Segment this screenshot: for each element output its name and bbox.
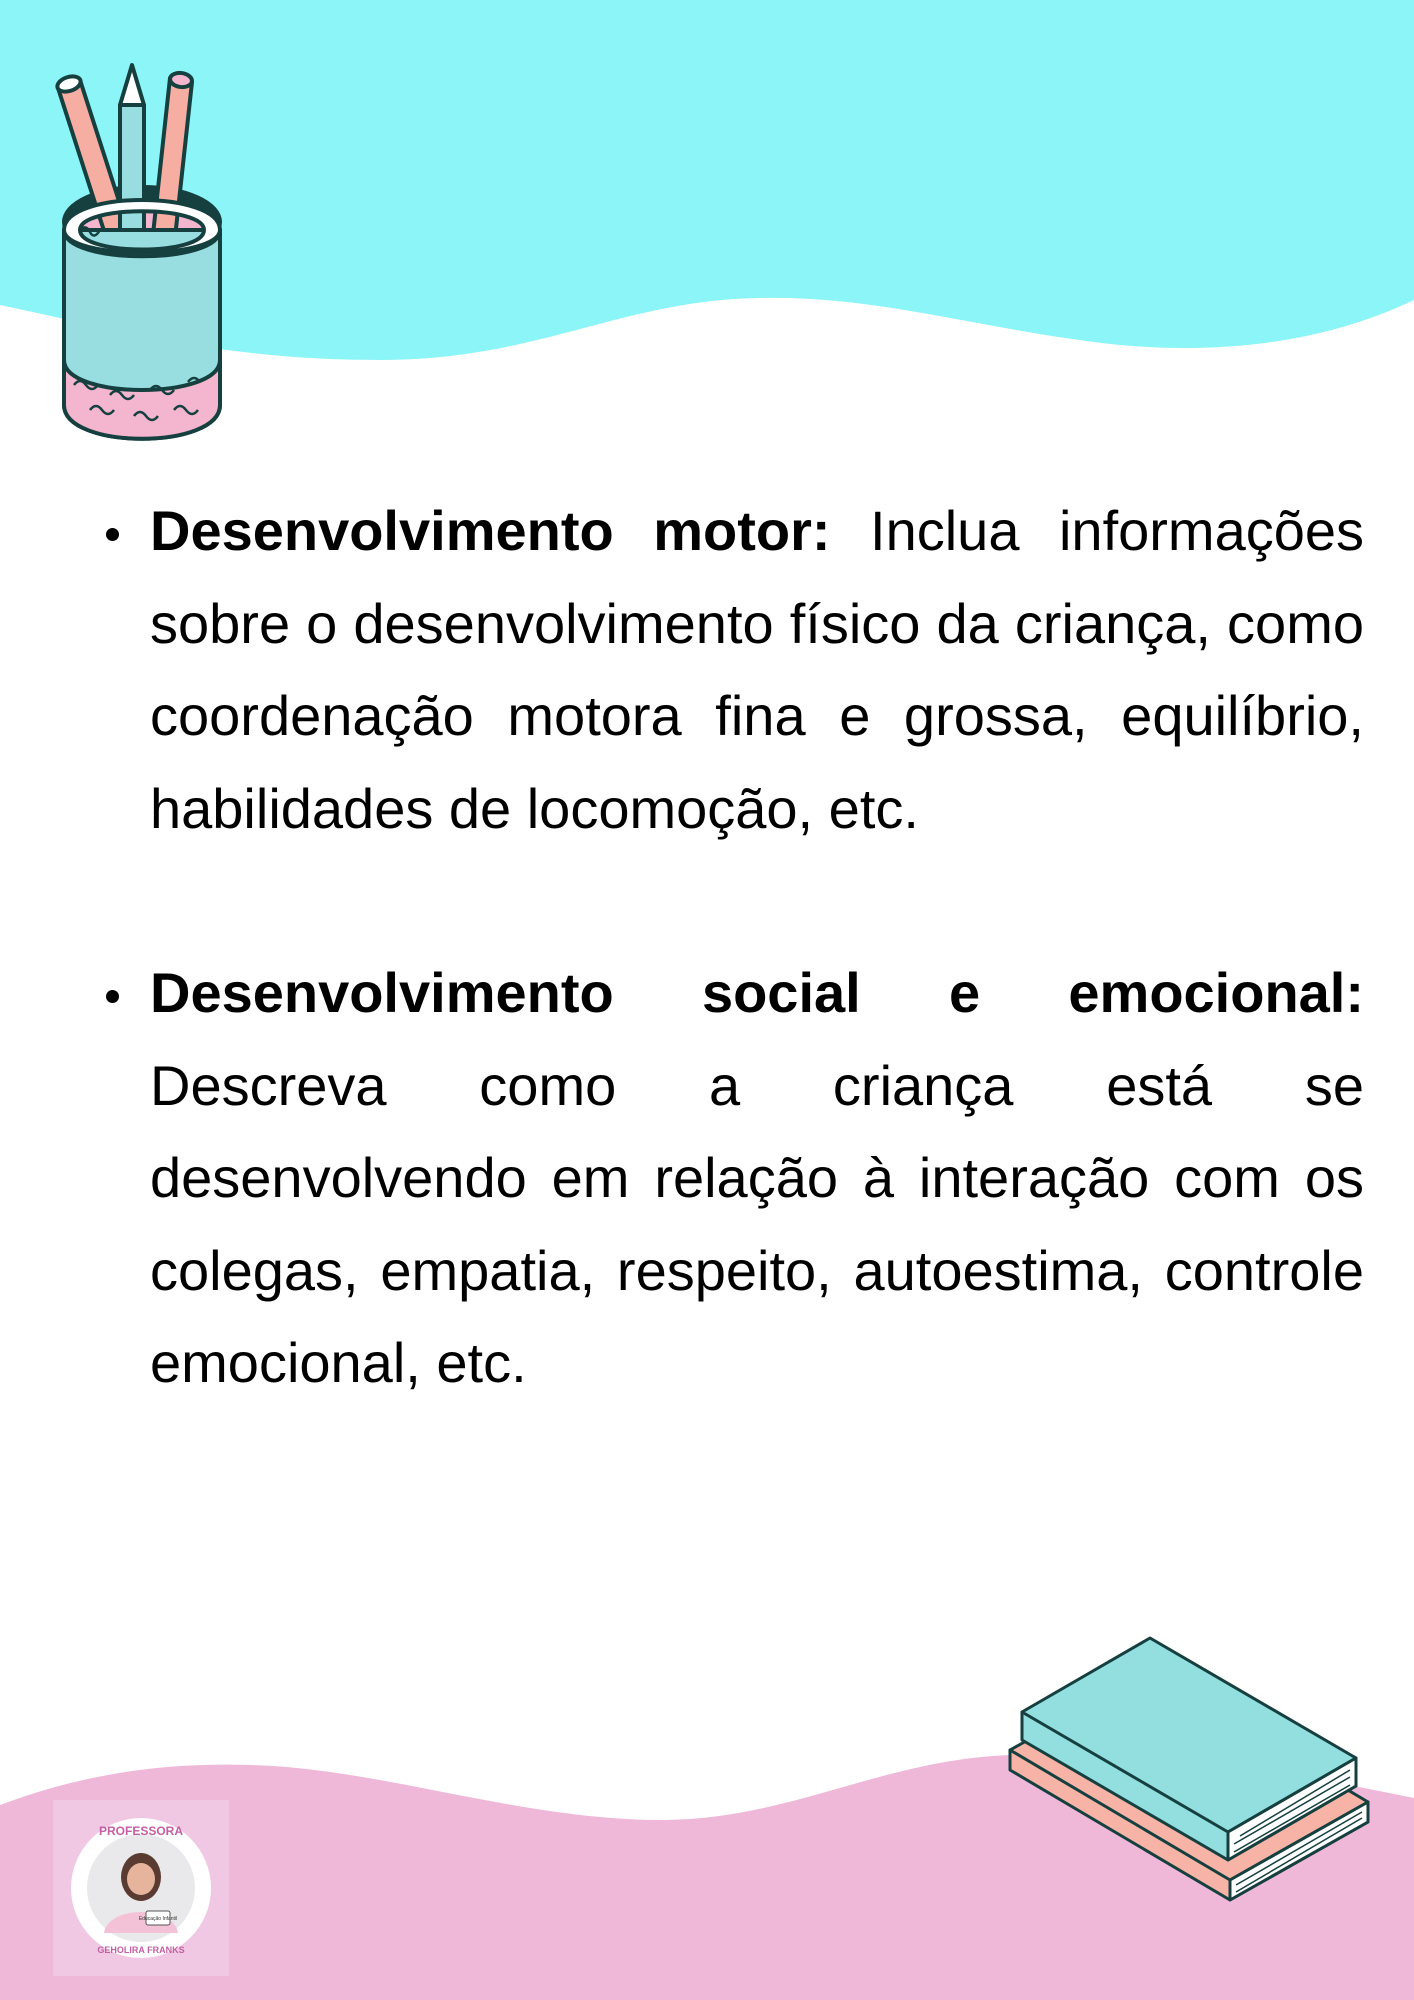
list-item-social xyxy=(98,947,1364,1410)
item-heading: Desenvolvimento social e emocional: xyxy=(150,961,1364,1024)
logo-top-text: PROFESSORA xyxy=(98,1824,184,1838)
logo-name-text: Educação Infantil xyxy=(138,1916,178,1922)
item-heading: Desenvolvimento motor: xyxy=(150,499,831,562)
list-item-motor xyxy=(98,485,1364,855)
development-list xyxy=(98,485,1364,1410)
pencil-cup-icon xyxy=(50,60,240,455)
main-content xyxy=(98,485,1364,1502)
item-text: Inclua informações sobre o desenvolvimento físico da criança, como coordenação motora fina e grossa, equilíbrio, habilidades de locomoção, etc. xyxy=(150,499,1364,840)
teacher-portrait-badge-icon xyxy=(66,1813,216,1963)
teacher-logo xyxy=(53,1800,229,1976)
logo-bottom-text: GEHOLIRA FRANKS xyxy=(97,1945,185,1955)
item-text: Descreva como a criança está se desenvolvendo em relação à interação com os colegas, empatia, respeito, autoestima, controle emocional, etc. xyxy=(150,1053,1364,1394)
stacked-books-icon xyxy=(1000,1630,1380,1920)
